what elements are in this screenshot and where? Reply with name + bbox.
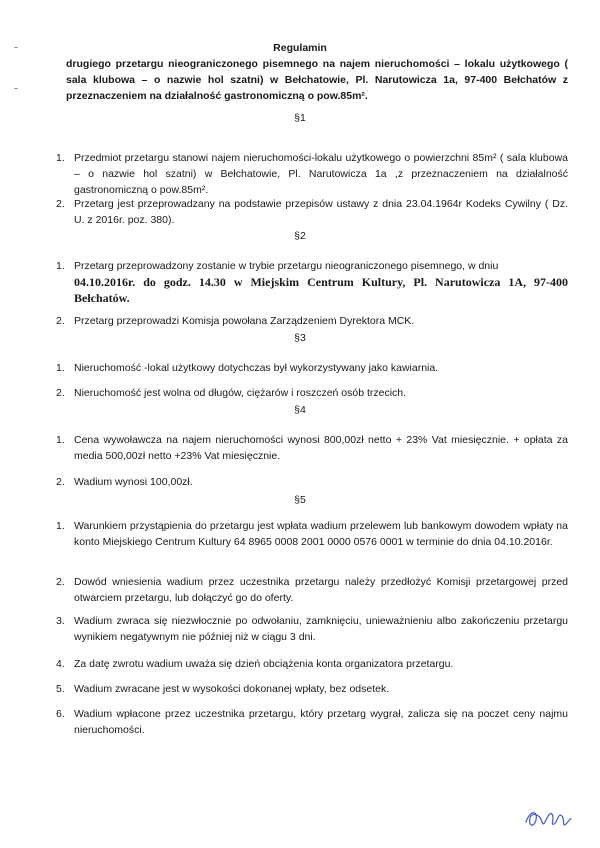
list-item-text: Wadium zwracane jest w wysokości dokonanej wpłaty, bez odsetek.	[74, 683, 390, 695]
list-item-number: 1.	[56, 520, 65, 532]
list-item-text: Dowód wniesienia wadium przez uczestnika przetargu należy przedłożyć Komisji przetargowej przed otwarciem przetargu, lub dołączyć go do oferty.	[74, 576, 568, 604]
list-item-number: 2.	[56, 576, 65, 588]
section-heading-3: §3	[294, 332, 306, 344]
handwritten-signature	[522, 800, 574, 834]
section-heading-5: §5	[294, 494, 306, 506]
list-item-text: Przetarg przeprowadzony zostanie w trybie przetargu nieograniczonego pisemnego, w dniu	[74, 260, 499, 272]
document-title: Regulamin	[273, 42, 327, 54]
list-item-text: Wadium zwraca się niezwłocznie po odwołaniu, zamknięciu, unieważnieniu albo zakończeniu przetargu wynikiem negatywnym nie później niż w ciągu 3 dni.	[74, 615, 568, 643]
list-item-number: 2.	[56, 198, 65, 210]
list-item-text: Nieruchomość -lokal użytkowy dotychczas był wykorzystywany jako kawiarnia.	[74, 362, 439, 374]
list-item-number: 3.	[56, 615, 65, 627]
list-item-number: 1.	[56, 362, 65, 374]
list-item-number: 2.	[56, 315, 65, 327]
list-item-emphasis: 04.10.2016r. do godz. 14.30 w Miejskim Centrum Kultury, Pl. Narutowicza 1A, 97-400 Bełchatów.	[74, 275, 568, 305]
list-item-number: 5.	[56, 683, 65, 695]
list-item-number: 1.	[56, 434, 65, 446]
list-item-number: 1.	[56, 152, 65, 164]
list-item-text-block	[74, 258, 568, 306]
list-item-number: 2.	[56, 387, 65, 399]
list-item-text: Warunkiem przystąpienia do przetargu jest wpłata wadium przelewem lub bankowym dowodem wpłaty na konto Miejskiego Centrum Kultury 64 8965 0008 2001 0000 0576 0001 w terminie do dnia 04.10.2016r.	[74, 520, 568, 548]
section-heading-2: §2	[294, 230, 306, 242]
list-item-number: 2.	[56, 476, 65, 488]
list-item-text: Za datę zwrotu wadium uważa się dzień obciążenia konta organizatora przetargu.	[74, 658, 454, 670]
list-item-text: Przetarg jest przeprowadzany na podstawie przepisów ustawy z dnia 23.04.1964r Kodeks Cywilny ( Dz. U. z 2016r. poz. 380).	[74, 198, 568, 226]
section-heading-1: §1	[294, 112, 306, 124]
list-item-text: Przedmiot przetargu stanowi najem nieruchomości-lokalu użytkowego o powierzchni 85m² ( sala klubowa – o nazwie hol szatni) w Bełchatowie, Pl. Narutowicza 1a ,z przeznaczeniem na działalność gastronomiczną o pow.85m².	[74, 152, 568, 196]
margin-mark	[14, 88, 18, 89]
list-item-text: Nieruchomość jest wolna od długów, ciężarów i roszczeń osób trzecich.	[74, 387, 407, 399]
list-item-number: 1.	[56, 260, 65, 272]
list-item-text: Przetarg przeprowadzi Komisja powołana Zarządzeniem Dyrektora MCK.	[74, 315, 415, 327]
list-item-number: 4.	[56, 658, 65, 670]
list-item-text: Cena wywoławcza na najem nieruchomości wynosi 800,00zł netto + 23% Vat miesięcznie. + opłata za media 500,00zł netto +23% Vat miesięcznie.	[74, 434, 568, 462]
list-item-text: Wadium wpłacone przez uczestnika przetargu, który przetarg wygrał, zalicza się na poczet ceny najmu nieruchomości.	[74, 708, 568, 736]
section-heading-4: §4	[294, 404, 306, 416]
list-item-number: 6.	[56, 708, 65, 720]
document-subtitle: drugiego przetargu nieograniczonego pisemnego na najem nieruchomości – lokalu użytkowego ( sala klubowa – o nazwie hol szatni) w Bełchatowie, Pl. Narutowicza 1a, 97-400 Bełchatów z przeznaczeniem na działalność gastronomiczną o pow.85m².	[66, 58, 568, 102]
list-item-text: Wadium wynosi 100,00zł.	[74, 476, 193, 488]
